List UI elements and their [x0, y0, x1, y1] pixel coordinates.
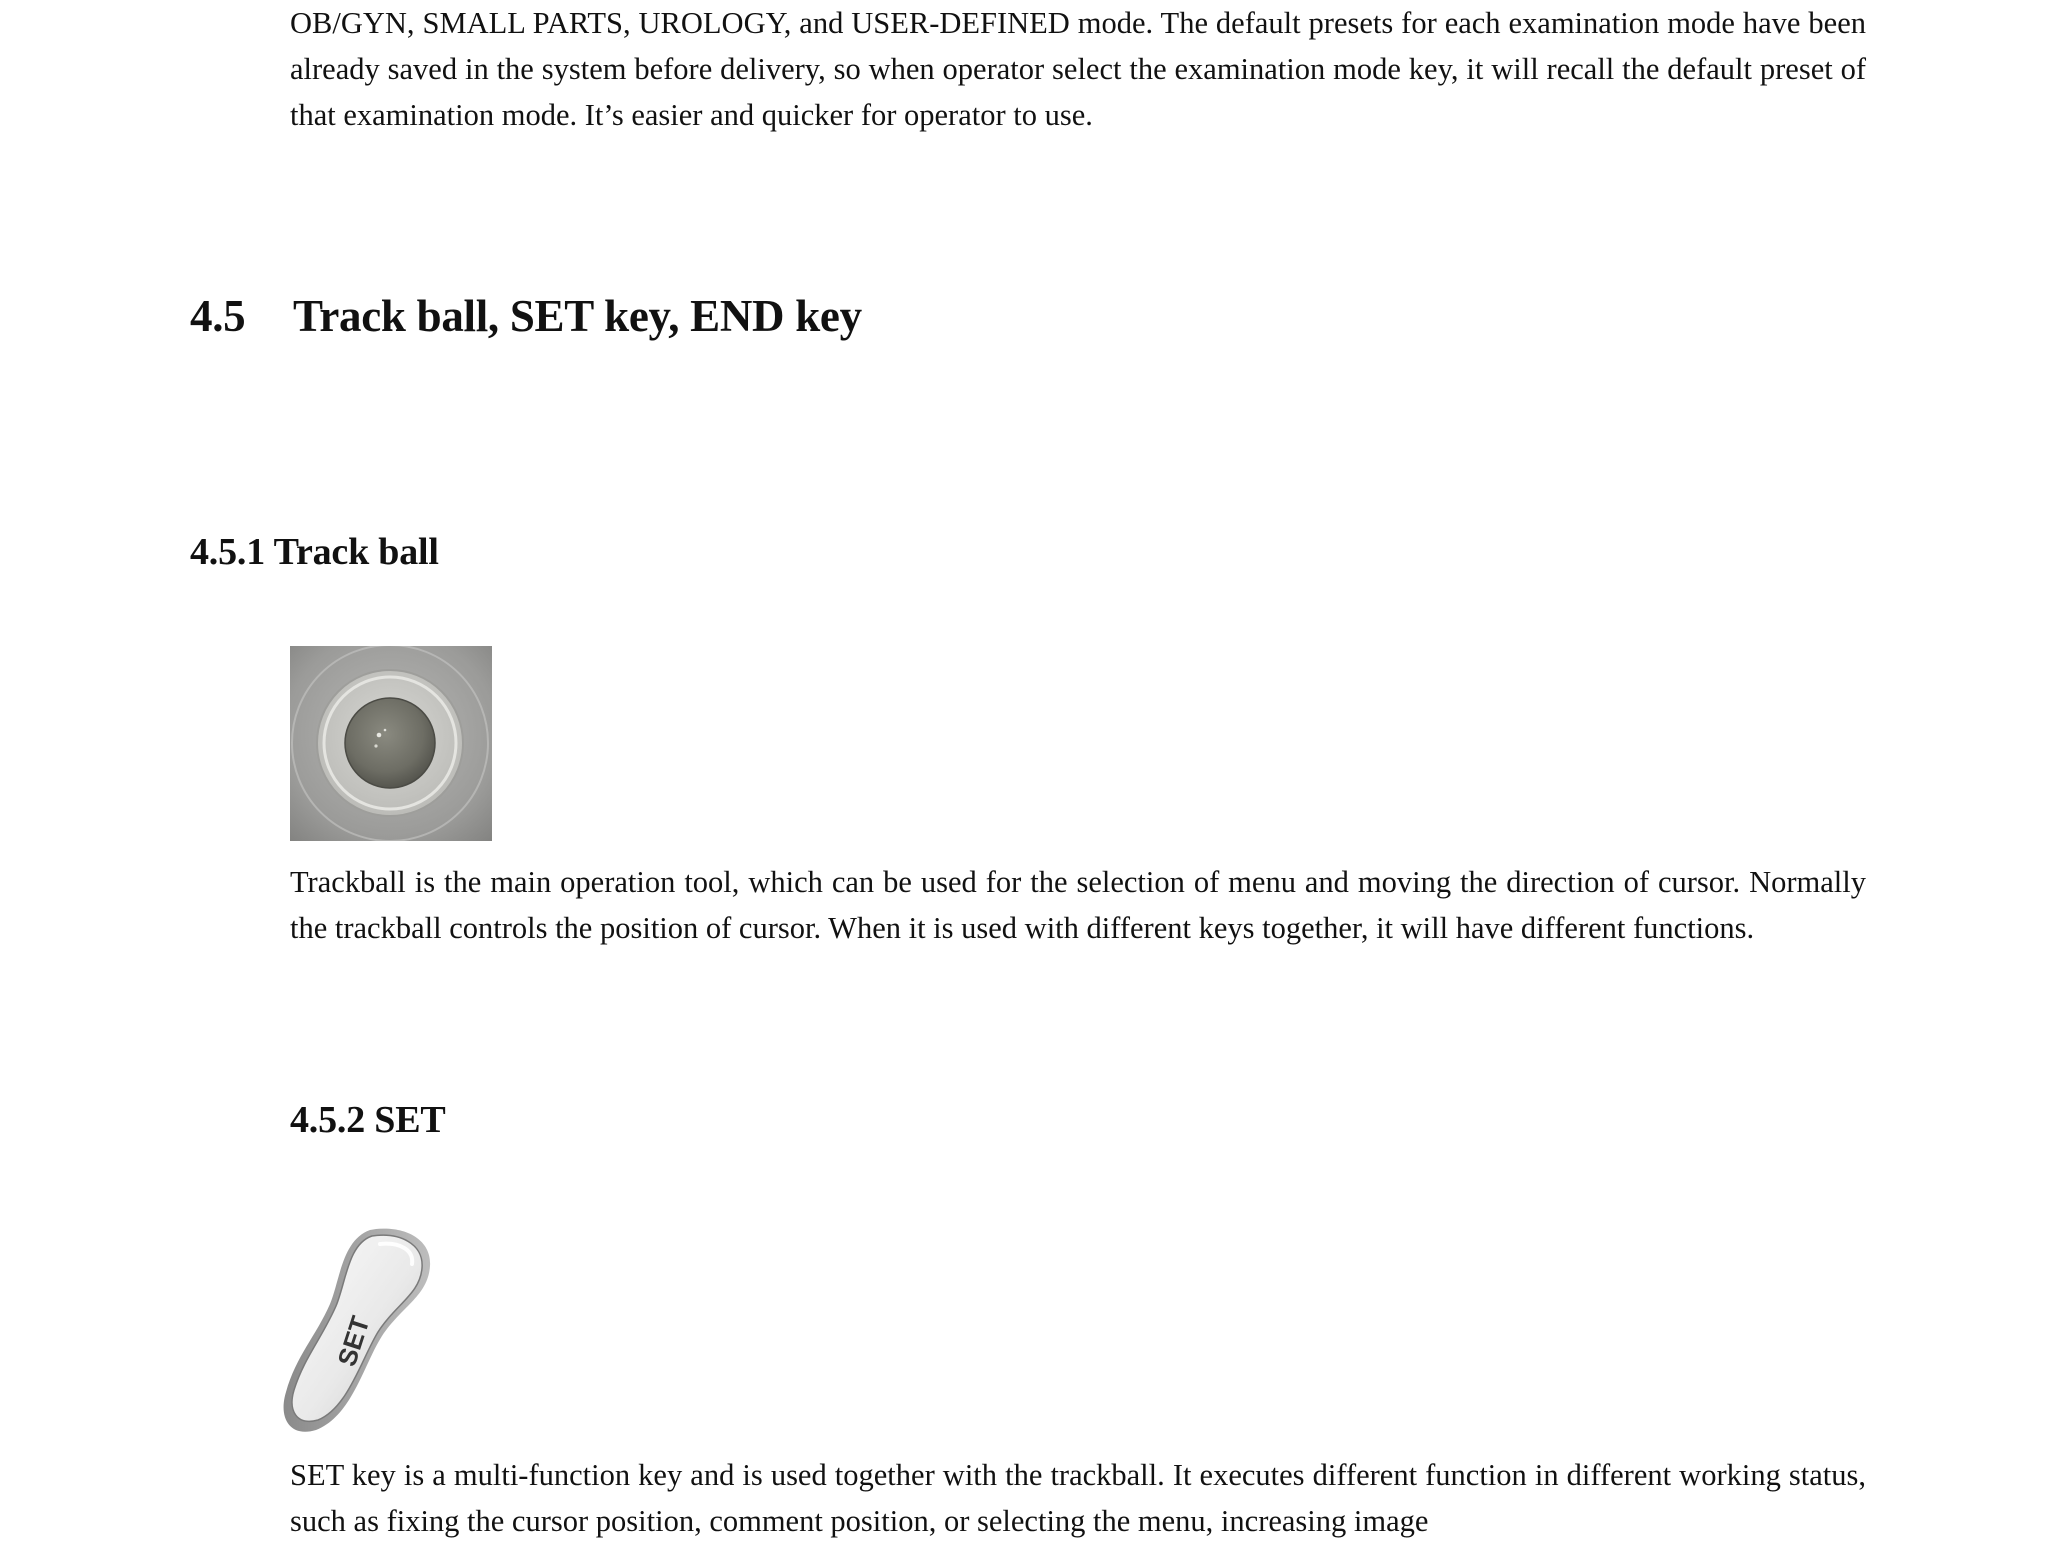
set-key-heading: 4.5.2 SET: [290, 1099, 446, 1141]
section-heading: [190, 290, 862, 342]
set-key-description: SET key is a multi-function key and is used together with the trackball. It executes different function in different working status, such as fixing the cursor position, comment position, or selecting the menu, increasing image: [290, 1458, 1866, 1538]
intro-paragraph: OB/GYN, SMALL PARTS, UROLOGY, and USER-DEFINED mode. The default presets for each examination mode have been already saved in the system before delivery, so when operator select the examination mode key, it will recall the default preset of that examination mode. It’s easier and quicker for operator to use.: [290, 6, 1866, 132]
trackball-description: Trackball is the main operation tool, which can be used for the selection of menu and moving the direction of cursor. Normally the trackball controls the position of cursor. When it is used with different keys together, it will have different functions.: [290, 865, 1866, 945]
section-title: Track ball, SET key, END key: [293, 291, 862, 341]
trackball-photo: [290, 646, 492, 841]
set-key-label: SET: [331, 1312, 376, 1370]
section-number: 4.5: [190, 291, 246, 341]
set-key-photo: [282, 1226, 434, 1436]
trackball-heading: 4.5.1 Track ball: [190, 531, 439, 573]
